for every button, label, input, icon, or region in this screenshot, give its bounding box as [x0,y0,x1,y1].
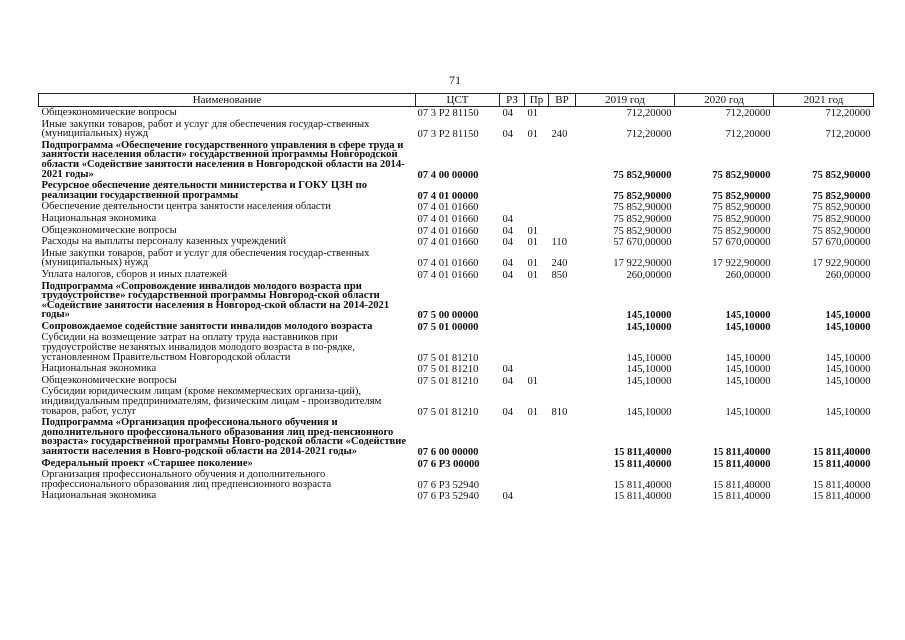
cell-2019: 75 852,90000 [613,202,672,213]
cell-2020: 712,20000 [725,108,771,119]
cell-name: Подпрограмма «Обеспечение государственного управления в сфере труда и занятости населения области» государственной программы Новгородской области «Содействие занятости населения в Новгородской области на 2014-2021 годы» [41,139,405,180]
cell-2019: 57 670,00000 [613,237,672,248]
cell-vr [549,107,576,119]
cell-name: Подпрограмма «Сопровождение инвалидов молодого возраста при трудоустройстве» государственной программы Новгород-ской области «Содействие занятости населения в Новгород-ской области на 2014-2021 годы» [41,280,390,321]
cell-pr: 01 [527,237,539,248]
cell-vr [549,375,576,387]
cell-cst: 07 6 P3 00000 [417,458,480,470]
cell-2020: 75 852,90000 [712,190,771,202]
cell-cst: 07 5 00 00000 [417,310,479,321]
table-row [39,225,874,237]
header-vr: ВР [549,94,576,107]
cell-name: Организация профессионального обучения и дополнительного профессионального образования лиц предпенсионного возраста [41,469,332,490]
cell-2020: 145,10000 [725,352,771,364]
cell-name: Субсидии на возмещение затрат на оплату труда наставников при трудоустройстве незанятых инвалидов молодого возраста в по-рядке, установленном Правительством Новгородской области [41,332,355,363]
cell-pr [525,469,549,490]
cell-rz: 04 [502,213,514,225]
cell-2020: 75 852,90000 [712,169,771,181]
cell-vr [549,469,576,490]
cell-2020: 17 922,90000 [712,258,771,269]
cell-2021: 145,10000 [825,321,871,333]
table-row [39,140,874,180]
cell-pr [525,417,549,457]
table-row [39,386,874,417]
cell-2021: 145,10000 [825,406,871,418]
cell-2019: 260,00000 [626,269,672,281]
cell-2019: 712,20000 [626,108,672,119]
cell-rz: 04 [502,225,514,237]
table-row [39,375,874,387]
cell-2021: 712,20000 [825,108,871,119]
cell-pr [525,213,549,225]
cell-cst: 07 4 00 00000 [417,169,479,181]
cell-cst: 07 5 01 00000 [417,321,479,333]
cell-rz [500,140,525,180]
cell-vr [549,213,576,225]
cell-2019: 15 811,40000 [613,491,672,502]
cell-2021: 260,00000 [825,269,871,281]
cell-rz: 04 [502,406,514,418]
cell-name: Национальная экономика [41,363,157,375]
cell-cst: 07 5 01 81210 [417,352,479,364]
cell-name: Национальная экономика [41,212,157,224]
cell-2021: 145,10000 [825,352,871,364]
cell-2019: 145,10000 [626,352,672,364]
cell-2020: 145,10000 [725,310,771,321]
cell-2021: 145,10000 [825,375,871,387]
table-body [39,107,874,502]
cell-2019: 15 811,40000 [613,458,672,470]
cell-pr [525,321,549,333]
table-row [39,180,874,201]
cell-2020: 145,10000 [725,364,771,375]
cell-cst: 07 4 01 00000 [417,190,479,202]
cell-2020: 260,00000 [725,269,771,281]
cell-pr [525,363,549,375]
cell-2020: 15 811,40000 [712,447,771,458]
cell-name: Субсидии юридическим лицам (кроме некоммерческих организа-ций), индивидуальным предпринимателям, физическим лицам - производителям товаров, работ, услуг [41,386,382,417]
cell-vr: 810 [551,406,568,418]
header-2021: 2021 год [774,94,874,107]
cell-2019: 145,10000 [626,310,672,321]
cell-pr [525,490,549,502]
cell-pr: 01 [527,225,539,237]
header-2019: 2019 год [576,94,675,107]
cell-vr [549,140,576,180]
header-pr: Пр [525,94,549,107]
cell-pr [525,201,549,213]
cell-2021: 17 922,90000 [812,258,871,269]
cell-name: Национальная экономика [41,490,157,502]
cell-rz: 04 [502,269,514,281]
table-row [39,417,874,457]
cell-2021: 145,10000 [825,310,871,321]
cell-rz: 04 [502,129,514,140]
cell-2021: 15 811,40000 [812,447,871,458]
cell-2019: 75 852,90000 [613,213,672,225]
cell-name: Иные закупки товаров, работ и услуг для обеспечения государ-ственных (муниципальных) нужд [41,247,370,269]
page-number: 71 [449,73,461,87]
cell-2020: 75 852,90000 [712,202,771,213]
table-row [39,236,874,248]
cell-name: Ресурсное обеспечение деятельности министерства и ГОКУ ЦЗН по реализации государственной программы [41,180,368,201]
cell-name: Подпрограмма «Организация профессионального обучения и дополнительного профессионального образования лиц пред-пенсионного возраста» государственной программы Новго-родской области «Содействие занятости населения в Новго-родской области на 2014-2021 годы» [41,417,407,457]
cell-2021: 75 852,90000 [812,202,871,213]
cell-2021: 712,20000 [825,129,871,140]
cell-rz [500,332,525,363]
cell-vr: 240 [551,258,568,269]
cell-name: Иные закупки товаров, работ и услуг для обеспечения государ-ственных (муниципальных) нужд [41,118,370,140]
cell-cst: 07 6 P3 52940 [417,479,480,491]
cell-vr [549,225,576,237]
cell-cst: 07 4 01 01660 [417,213,479,225]
cell-2021: 145,10000 [825,364,871,375]
cell-2021: 75 852,90000 [812,225,871,237]
cell-pr: 01 [527,108,539,119]
cell-2019: 145,10000 [626,364,672,375]
cell-pr: 01 [527,375,539,387]
cell-2020: 145,10000 [725,406,771,418]
cell-name: Обеспечение деятельности центра занятости населения области [41,201,331,213]
cell-pr: 01 [527,406,539,418]
cell-name: Сопровождаемое содействие занятости инвалидов молодого возраста [41,320,373,332]
table-row [39,269,874,281]
cell-vr [549,201,576,213]
table-row [39,490,874,502]
cell-name: Расходы на выплаты персоналу казенных учреждений [41,236,286,248]
table-row [39,248,874,269]
cell-rz [500,180,525,201]
cell-cst: 07 3 P2 81150 [417,129,479,140]
cell-2019: 145,10000 [626,406,672,418]
cell-pr [525,458,549,470]
cell-rz: 04 [502,491,514,502]
cell-2021: 75 852,90000 [812,190,871,202]
cell-pr [525,281,549,321]
cell-2021: 15 811,40000 [812,491,871,502]
budget-table [38,93,874,502]
cell-rz [500,321,525,333]
table-row [39,119,874,140]
cell-2019: 75 852,90000 [613,225,672,237]
cell-rz: 04 [502,237,514,248]
cell-2020: 15 811,40000 [712,479,771,491]
cell-vr: 850 [551,269,568,281]
cell-vr [549,490,576,502]
table-row [39,213,874,225]
table-row [39,469,874,490]
cell-2020: 712,20000 [725,129,771,140]
table-row [39,107,874,119]
cell-cst: 07 4 01 01660 [417,258,479,269]
cell-vr [549,363,576,375]
cell-name: Общеэкономические вопросы [41,224,177,236]
table-row [39,281,874,321]
table-row [39,201,874,213]
cell-2021: 75 852,90000 [812,213,871,225]
cell-2019: 17 922,90000 [613,258,672,269]
cell-2020: 15 811,40000 [712,458,771,470]
cell-2019: 712,20000 [626,129,672,140]
cell-2021: 15 811,40000 [812,479,871,491]
cell-vr [549,180,576,201]
cell-vr [549,321,576,333]
cell-rz [500,417,525,457]
header-name: Наименование [39,94,416,107]
cell-cst: 07 5 01 81210 [417,406,479,418]
cell-rz: 04 [502,108,514,119]
cell-rz: 04 [502,364,514,375]
cell-2019: 75 852,90000 [613,169,672,181]
cell-vr: 110 [551,237,567,248]
cell-pr: 01 [527,258,539,269]
cell-cst: 07 5 01 81210 [417,375,479,387]
cell-2020: 15 811,40000 [712,491,771,502]
table-row [39,363,874,375]
cell-vr: 240 [551,129,568,140]
cell-rz: 04 [502,258,514,269]
cell-cst: 07 4 01 01660 [417,225,479,237]
header-cst: ЦСТ [416,94,500,107]
cell-2020: 75 852,90000 [712,213,771,225]
cell-pr [525,332,549,363]
cell-2020: 145,10000 [725,375,771,387]
cell-2019: 15 811,40000 [613,447,672,458]
cell-cst: 07 6 00 00000 [417,447,479,458]
header-row [39,94,874,107]
cell-cst: 07 4 01 01660 [417,202,479,213]
cell-vr [549,417,576,457]
cell-pr: 01 [527,129,539,140]
cell-vr [549,281,576,321]
cell-cst: 07 4 01 01660 [417,237,479,248]
cell-name: Общеэкономические вопросы [41,107,177,118]
cell-2021: 75 852,90000 [812,169,871,181]
cell-rz [500,201,525,213]
cell-2019: 145,10000 [626,375,672,387]
cell-2020: 145,10000 [725,321,771,333]
cell-rz: 04 [502,375,514,387]
cell-name: Общеэкономические вопросы [41,374,177,386]
cell-2019: 15 811,40000 [613,479,672,491]
cell-2021: 15 811,40000 [812,458,871,470]
table-row [39,458,874,470]
table-row [39,332,874,363]
cell-pr [525,180,549,201]
cell-rz [500,469,525,490]
cell-2019: 75 852,90000 [613,190,672,202]
cell-2020: 57 670,00000 [712,237,771,248]
cell-2021: 57 670,00000 [812,237,871,248]
cell-cst: 07 6 P3 52940 [417,491,480,502]
cell-rz [500,281,525,321]
header-2020: 2020 год [675,94,774,107]
cell-name: Федеральный проект «Старшее поколение» [41,457,253,469]
table-row [39,321,874,333]
cell-name: Уплата налогов, сборов и иных платежей [41,268,228,280]
cell-cst: 07 3 P2 81150 [417,108,479,119]
cell-pr [525,140,549,180]
header-rz: РЗ [500,94,525,107]
cell-cst: 07 5 01 81210 [417,364,479,375]
cell-2019: 145,10000 [626,321,672,333]
cell-vr [549,332,576,363]
cell-2020: 75 852,90000 [712,225,771,237]
cell-cst: 07 4 01 01660 [417,269,479,281]
cell-rz [500,458,525,470]
cell-vr [549,458,576,470]
cell-pr: 01 [527,269,539,281]
